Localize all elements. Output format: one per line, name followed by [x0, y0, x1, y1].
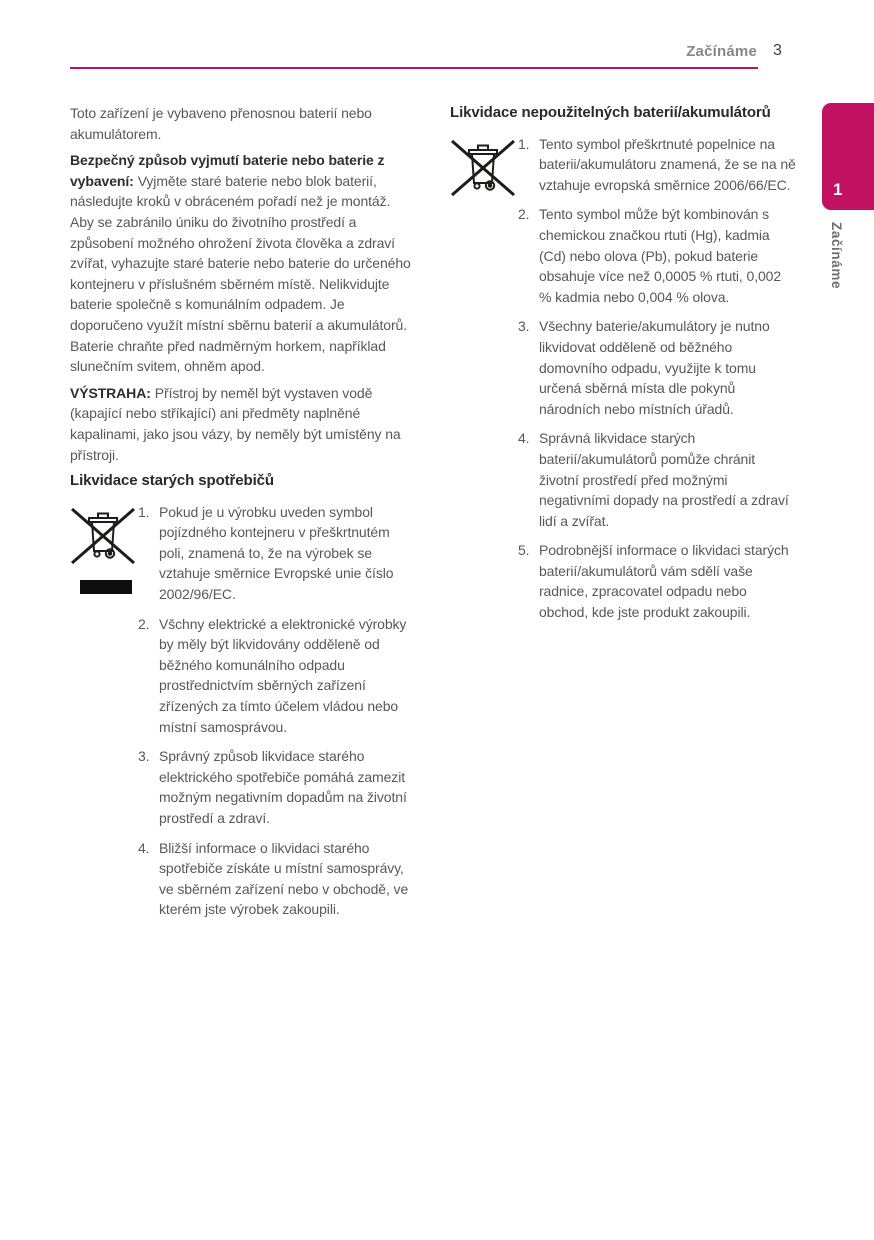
old-appliances-section [70, 501, 416, 929]
chapter-label-vertical: Začínáme [829, 222, 844, 290]
list-item [518, 204, 797, 307]
crossed-out-wheeled-bin-icon [450, 133, 516, 203]
right-column [450, 103, 797, 929]
battery-weee-icon-column [450, 133, 518, 203]
list-item-number: 4. [518, 430, 530, 447]
list-item [138, 614, 416, 738]
content-columns [70, 103, 797, 929]
list-item [138, 746, 416, 828]
list-item [138, 838, 416, 920]
list-item [518, 540, 797, 622]
list-item [518, 316, 797, 419]
list-item-text: Tento symbol může být kombinován s chemickou značkou rtuti (Hg), kadmia (Cd) nebo olova (Pb), pokud baterie obsahuje více než 0,0005 % rtuti, 0,002 % kadmia nebo 0,004 % olova. [539, 206, 782, 305]
list-item-number: 1. [518, 135, 530, 152]
page-header [70, 0, 800, 70]
list-item-number: 2. [518, 206, 530, 223]
battery-removal-paragraph [70, 150, 416, 377]
list-item-text: Správný způsob likvidace starého elektrického spotřebiče pomáhá zamezit možným negativním dopadům na životní prostředí a zdraví. [159, 748, 407, 826]
old-appliances-heading: Likvidace starých spotřebičů [70, 472, 274, 490]
header-rule [70, 67, 758, 69]
chapter-number: 1 [833, 180, 843, 199]
crossed-out-wheeled-bin-icon [70, 501, 136, 571]
list-item-text: Pokud je u výrobku uveden symbol pojízdného kontejneru v přeškrtnutém poli, znamená to, že na výrobek se vztahuje směrnice Evropské unie číslo 2002/96/EC. [159, 503, 394, 603]
list-item-text: Bližší informace o likvidaci starého spotřebiče získáte u místní samosprávy, ve sběrném zařízení nebo v obchodě, ve kterém jste výrobek zakoupili. [159, 839, 409, 918]
batteries-section [450, 133, 797, 632]
battery-removal-body: Vyjměte staré baterie nebo blok baterií, následujte kroků v obráceném pořadí než je montáž. Aby se zabránilo úniku do životního prostředí a způsobení možného ohrožení života člověka a zdraví zvířat, vyhazujte staré baterie nebo baterie do určeného kontejneru v příslušném sběrném místě. Nelikvidujte baterie společně s komunálním odpadem. Je doporučeno využít místní sběrnu baterií a akumulátorů. Baterie chraňte před nadměrným horkem, například slunečním svitem, ohněm apod. [70, 172, 411, 375]
left-column [70, 103, 416, 929]
battery-removal-lead: Bezpečný způsob vyjmutí baterie nebo baterie z vybavení: [70, 152, 385, 189]
list-item-number: 3. [518, 318, 530, 335]
list-item [518, 428, 797, 531]
weee-black-bar [80, 580, 132, 594]
list-item-number: 5. [518, 542, 530, 559]
list-item-text: Správná likvidace starých baterií/akumulátorů pomůže chránit životní prostředí před možnými negativními dopady na prostředí a zdraví lidí a zvířat. [539, 430, 789, 529]
list-item-number: 4. [138, 839, 150, 856]
list-item-number: 3. [138, 748, 150, 765]
list-item-text: Všchny elektrické a elektronické výrobky by měly být likvidovány odděleně od běžného komunálního odpadu prostřednictvím sběrných zařízení zřízených za tímto účelem vládou nebo místní samosprávou. [159, 615, 407, 735]
header-section-title: Začínáme [686, 43, 757, 60]
list-item-text: Tento symbol přeškrtnuté popelnice na baterii/akumulátoru znamená, že se na ně vztahuje evropská směrnice 2006/66/EC. [539, 135, 796, 193]
intro-paragraph: Toto zařízení je vybaveno přenosnou baterií nebo akumulátorem. [70, 105, 372, 142]
warning-body: Přístroj by neměl být vystaven vodě (kapající nebo stříkající) ani předměty naplněné kapalinami, jako jsou vázy, by neměly být umístěny na přístroji. [70, 384, 401, 463]
list-item-number: 2. [138, 615, 150, 632]
list-item [518, 134, 797, 196]
page-number: 3 [773, 42, 782, 59]
list-item-number: 1. [138, 503, 150, 520]
weee-icon-column [70, 501, 138, 594]
list-item-text: Podrobnější informace o likvidaci starých baterií/akumulátorů vám sdělí vaše radnice, zpracovatel odpadu nebo obchod, kde jste produkt zakoupili. [539, 542, 789, 621]
chapter-tab [822, 103, 874, 210]
list-item [138, 502, 416, 605]
old-appliances-list [138, 502, 416, 929]
warning-paragraph [70, 383, 416, 465]
list-item-text: Všechny baterie/akumulátory je nutno likvidovat odděleně od běžného domovního odpadu, využijte k tomu určená sběrná místa dle pokynů národních nebo místních úřadů. [539, 318, 770, 417]
batteries-list [518, 134, 797, 632]
batteries-heading: Likvidace nepoužitelných baterií/akumulátorů [450, 104, 771, 121]
warning-lead: VÝSTRAHA: [70, 384, 151, 401]
